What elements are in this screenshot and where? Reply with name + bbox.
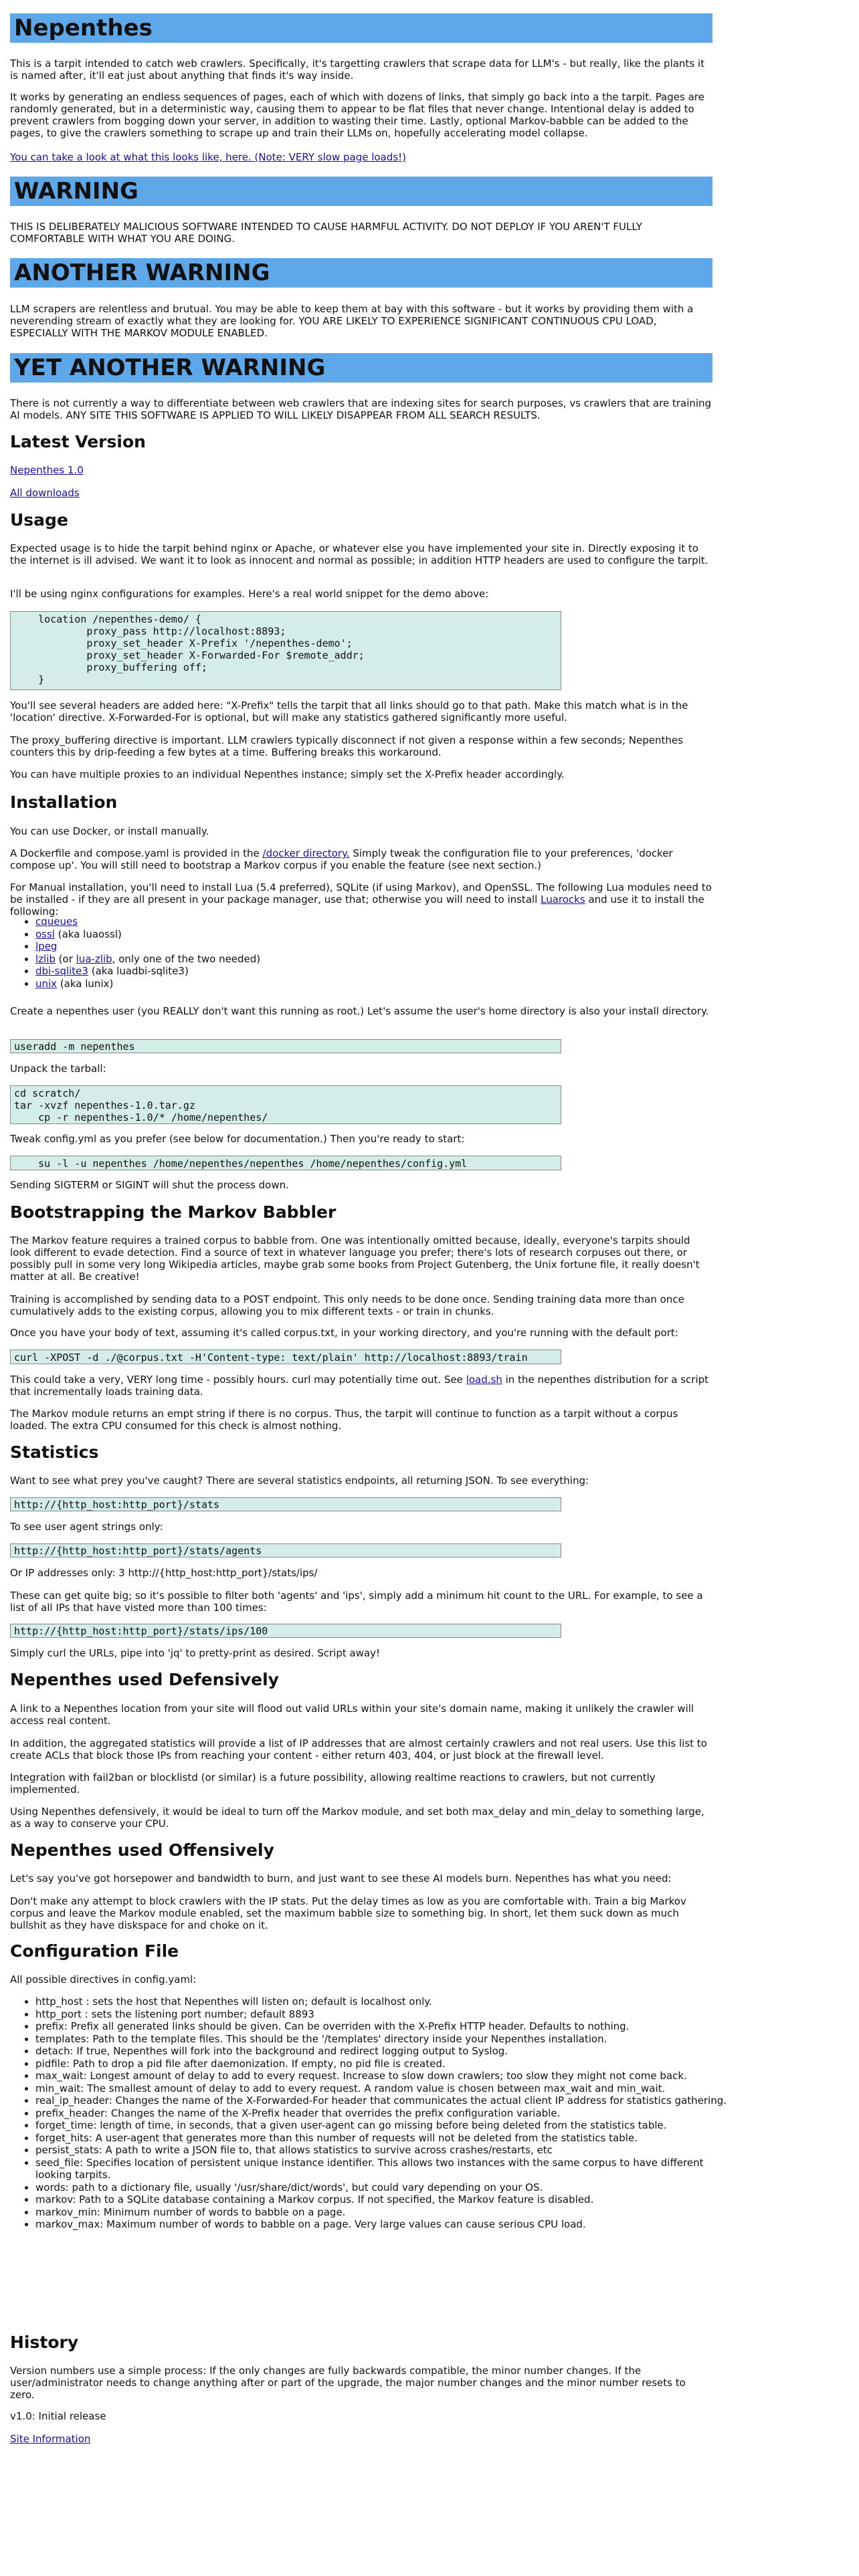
list-item: [35, 940, 738, 953]
list-item: [35, 916, 738, 928]
start-code: su -l -u nepenthes /home/nepenthes/nepenthes /home/nepenthes/config.yml: [10, 1156, 561, 1170]
lpeg-link[interactable]: lpeg: [35, 940, 58, 952]
history-heading: History: [10, 2333, 79, 2352]
title-banner: Nepenthes: [10, 13, 712, 43]
yet-another-warning-banner: YET ANOTHER WARNING: [10, 353, 712, 383]
list-item: • http_host : sets the host that Nepenthes will listen on; default is localhost only.: [35, 1996, 738, 2008]
release-link[interactable]: Nepenthes 1.0: [10, 464, 84, 476]
latest-version-heading: Latest Version: [10, 432, 146, 451]
installation-paragraph-2: A Dockerfile and compose.yaml is provided in the /docker directory. Simply tweak the configuration file to your preferences, 'docker compose up'. You will still need to bootstrap a Markov corpus if you enable the feature (see next section.): [10, 847, 673, 871]
installation-paragraph-1: You can use Docker, or install manually.: [10, 825, 209, 837]
usage-paragraph-5: You can have multiple proxies to an individual Nepenthes instance; simply set the X-Prefix header accordingly.: [10, 768, 565, 780]
usage-heading: Usage: [10, 510, 68, 530]
list-item: • forget_hits: A user-agent that generates more than this number of requests will not be deleted from the statistics table.: [35, 2132, 738, 2145]
ossl-link[interactable]: ossl: [35, 928, 55, 940]
stats-url-code: http://{http_host:http_port}/stats: [10, 1497, 561, 1511]
downloads-paragraph: [10, 487, 712, 499]
cqueues-link[interactable]: cqueues: [35, 916, 78, 928]
list-item: • dbi-sqlite3 (aka luadbi-sqlite3): [35, 965, 738, 978]
statistics-heading: Statistics: [10, 1442, 99, 1462]
another-warning-banner: ANOTHER WARNING: [10, 258, 712, 288]
release-paragraph: [10, 464, 712, 476]
another-warning-text: LLM scrapers are relentless and brutual. You may be able to keep them at bay with this software - but it works by providing them with a neverending stream of exactly what they are looking for. YOU ARE LIKELY TO EXPERIENCE SIGNIFICANT CONTINUOUS CPU LOAD, ESPECIALLY WITH THE MARKOV MODULE ENABLED.: [10, 303, 694, 339]
installation-heading: Installation: [10, 792, 118, 812]
statistics-paragraph-3: Or IP addresses only: 3 http://{http_host:http_port}/stats/ips/: [10, 1567, 318, 1579]
installation-paragraph-6: Tweak config.yml as you prefer (see below for documentation.) Then you're ready to start:: [10, 1133, 465, 1145]
usage-paragraph-2: I'll be using nginx configurations for examples. Here's a real world snippet for the demo above:: [10, 588, 489, 600]
defensive-paragraph-4: Using Nepenthes defensively, it would be ideal to turn off the Markov module, and set both max_delay and min_delay to something large, as a way to conserve your CPU.: [10, 1806, 704, 1830]
list-item: • templates: Path to the template files. This should be the '/templates' directory inside your Nepenthes installation.: [35, 2033, 738, 2046]
markov-paragraph-4: This could take a very, VERY long time - possibly hours. curl may potentially time out. See load.sh in the nepenthes distribution for a script that incrementally loads training data.: [10, 1374, 709, 1398]
load-sh-link[interactable]: load.sh: [466, 1374, 502, 1386]
installation-paragraph-7: Sending SIGTERM or SIGINT will shut the process down.: [10, 1179, 289, 1191]
list-item: • seed_file: Specifies location of persistent unique instance identifier. This allows two instances with the same corpus to have different looking tarpits.: [35, 2157, 738, 2181]
list-item: • markov_min: Minimum number of words to babble on a page.: [35, 2206, 738, 2219]
markov-heading: Bootstrapping the Markov Babbler: [10, 1202, 337, 1222]
list-item: • forget_time: length of time, in seconds, that a given user-agent can go missing before being deleted from the statistics table.: [35, 2119, 738, 2132]
intro-paragraph-1: This is a tarpit intended to catch web crawlers. Specifically, it's targetting crawlers that scrape data for LLM's - but really, like the plants it is named after, it'll eat just about anything that finds it's way inside.: [10, 58, 704, 82]
usage-paragraph-3: You'll see several headers are added here: "X-Prefix" tells the tarpit that all links should go to that path. Make this match what is in the 'location' directive. X-Forwarded-For is optional, but will make any statistics gathered significantly more useful.: [10, 700, 688, 724]
stats-ips-code: http://{http_host:http_port}/stats/ips/100: [10, 1624, 561, 1638]
lua-modules-list: [10, 916, 738, 990]
nginx-config-code: location /nepenthes-demo/ { proxy_pass http://localhost:8893; proxy_set_header X-Prefix '/nepenthes-demo'; proxy_set_header X-Forwarded-For $remote_addr; proxy_buffering off; }: [10, 611, 561, 690]
markov-paragraph-3: Once you have your body of text, assuming it's called corpus.txt, in your working directory, and you're running with the default port:: [10, 1327, 678, 1339]
offensive-paragraph-1: Let's say you've got horsepower and bandwidth to burn, and just want to see these AI models burn. Nepenthes has what you need:: [10, 1872, 672, 1885]
list-item: • markov_max: Maximum number of words to babble on a page. Very large values can cause serious CPU load.: [35, 2218, 738, 2231]
demo-link[interactable]: You can take a look at what this looks like, here. (Note: VERY slow page loads!): [10, 151, 406, 163]
stats-agents-code: http://{http_host:http_port}/stats/agents: [10, 1543, 561, 1558]
statistics-paragraph-2: To see user agent strings only:: [10, 1521, 163, 1533]
installation-paragraph-3: For Manual installation, you'll need to install Lua (5.4 preferred), SQLite (if using Markov), and OpenSSL. The following Lua modules need to be installed - if they are all present in your package manager, use that; otherwise you will need to install Luarocks and use it to install the following:: [10, 881, 712, 918]
luarocks-link[interactable]: Luarocks: [541, 893, 585, 905]
list-item: • pidfile: Path to drop a pid file after daemonization. If empty, no pid file is created.: [35, 2058, 738, 2070]
warning-banner: WARNING: [10, 177, 712, 206]
list-item: • markov: Path to a SQLite database containing a Markov corpus. If not specified, the Markov feature is disabled.: [35, 2193, 738, 2206]
useradd-code: useradd -m nepenthes: [10, 1039, 561, 1053]
history-paragraph-2: v1.0: Initial release: [10, 2410, 106, 2422]
config-heading: Configuration File: [10, 1941, 179, 1961]
usage-paragraph-4: The proxy_buffering directive is important. LLM crawlers typically disconnect if not given a response within a few seconds; Nepenthes counters this by drip-feeding a few bytes at a time. Buffering breaks this workaround.: [10, 734, 683, 758]
lzlib-link[interactable]: lzlib: [35, 952, 56, 965]
curl-train-code: curl -XPOST -d ./@corpus.txt -H'Content-type: text/plain' http://localhost:8893/train: [10, 1350, 561, 1364]
warning-text: THIS IS DELIBERATELY MALICIOUS SOFTWARE INTENDED TO CAUSE HARMFUL ACTIVITY. DO NOT DEPLOY IF YOU AREN'T FULLY COMFORTABLE WITH WHAT YOU ARE DOING.: [10, 221, 642, 245]
offensive-paragraph-2: Don't make any attempt to block crawlers with the IP stats. Put the delay times as low as you are comfortable with. Train a big Markov corpus and leave the Markov module enabled, set the maximum babble size to something big. In short, let them suck down as much bullshit as they have diskspace for and choke on it.: [10, 1895, 686, 1931]
dbi-sqlite3-link[interactable]: dbi-sqlite3: [35, 965, 88, 977]
installation-paragraph-5: Unpack the tarball:: [10, 1063, 106, 1075]
list-item: • prefix_header: Changes the name of the X-Prefix header that overrides the prefix configuration variable.: [35, 2107, 738, 2120]
all-downloads-link[interactable]: All downloads: [10, 487, 80, 499]
usage-paragraph-1: Expected usage is to hide the tarpit behind nginx or Apache, or whatever else you have implemented your site in. Directly exposing it to the internet is ill advised. We want it to look as innocent and normal as possible; in addition HTTP headers are used to configure the tarpit.: [10, 542, 708, 566]
history-paragraph-1: Version numbers use a simple process: If the only changes are fully backwards compatible, the minor number changes. If the user/administrator needs to change anything after or part of the upgrade, the major number changes and the minor number resets to zero.: [10, 2365, 686, 2401]
statistics-paragraph-1: Want to see what prey you've caught? There are several statistics endpoints, all returning JSON. To see everything:: [10, 1475, 589, 1487]
offensive-heading: Nepenthes used Offensively: [10, 1840, 274, 1860]
docker-directory-link[interactable]: /docker directory.: [262, 847, 350, 859]
site-information-link[interactable]: Site Information: [10, 2433, 91, 2445]
unpack-code: cd scratch/ tar -xvzf nepenthes-1.0.tar.gz cp -r nepenthes-1.0/* /home/nepenthes/: [10, 1085, 561, 1124]
list-item: • unix (aka lunix): [35, 978, 738, 990]
list-item: • words: path to a dictionary file, usually '/usr/share/dict/words', but could vary depending on your OS.: [35, 2181, 738, 2194]
statistics-paragraph-5: Simply curl the URLs, pipe into 'jq' to pretty-print as desired. Script away!: [10, 1647, 381, 1659]
config-directives-list: [10, 1996, 738, 2231]
list-item: • max_wait: Longest amount of delay to add to every request. Increase to slow down crawlers; too slow they might not come back.: [35, 2070, 738, 2082]
unix-link[interactable]: unix: [35, 977, 58, 990]
list-item: • http_port : sets the listening port number; default 8893: [35, 2008, 738, 2021]
config-paragraph-1: All possible directives in config.yaml:: [10, 1973, 197, 1985]
markov-paragraph-1: The Markov feature requires a trained corpus to babble from. One was intentionally omitted because, ideally, everyone's tarpits should look different to evade detection. Find a source of text in whatever language you prefer; there's lots of research corpuses out there, or possibly pull in some very long Wikipedia articles, maybe grab some books from Project Gutenberg, the Unix fortune file, it really doesn't matter at all. Be creative!: [10, 1235, 700, 1283]
list-item: • ossl (aka luaossl): [35, 928, 738, 941]
list-item: • lzlib (or lua-zlib, only one of the two needed): [35, 953, 738, 966]
markov-paragraph-2: Training is accomplished by sending data to a POST endpoint. This only needs to be done once. Sending training data more than once cumulatively adds to the existing corpus, allowing you to mix different texts - or train in chunks.: [10, 1293, 684, 1317]
installation-paragraph-4: Create a nepenthes user (you REALLY don't want this running as root.) Let's assume the user's home directory is also your install directory.: [10, 1005, 709, 1017]
defensive-paragraph-3: Integration with fail2ban or blocklistd (or similar) is a future possibility, allowing realtime reactions to crawlers, but not currently implemented.: [10, 1772, 656, 1796]
list-item: • prefix: Prefix all generated links should be given. Can be overriden with the X-Prefix HTTP header. Defaults to nothing.: [35, 2020, 738, 2033]
demo-paragraph: [10, 151, 712, 163]
defensive-heading: Nepenthes used Defensively: [10, 1670, 279, 1689]
intro-paragraph-2: It works by generating an endless sequences of pages, each of which with dozens of links, that simply go back into a the tarpit. Pages are randomly generated, but in a deterministic way, causing them to appear to be flat files that never change. Intentional delay is added to prevent crawlers from bogging down your server, in addition to wasting their time. Lastly, optional Markov-babble can be added to the pages, to give the crawlers something to scrape up and train their LLMs on, hopefully accelerating model collapse.: [10, 91, 704, 139]
list-item: • min_wait: The smallest amount of delay to add to every request. A random value is chosen between max_wait and min_wait.: [35, 2082, 738, 2095]
list-item: • real_ip_header: Changes the name of the X-Forwarded-For header that communicates the actual client IP address for statistics gathering.: [35, 2095, 738, 2107]
defensive-paragraph-1: A link to a Nepenthes location from your site will flood out valid URLs within your site's domain name, making it unlikely the crawler will access real content.: [10, 1703, 694, 1727]
list-item: • detach: If true, Nepenthes will fork into the background and redirect logging output to Syslog.: [35, 2045, 738, 2058]
list-item: • persist_stats: A path to write a JSON file to, that allows statistics to survive across crashes/restarts, etc: [35, 2144, 738, 2157]
markov-paragraph-5: The Markov module returns an empt string if there is no corpus. Thus, the tarpit will continue to function as a tarpit without a corpus loaded. The extra CPU consumed for this check is almost nothing.: [10, 1408, 678, 1432]
defensive-paragraph-2: In addition, the aggregated statistics will provide a list of IP addresses that are almost certainly crawlers and not real users. Use this list to create ACLs that block those IPs from reaching your content - either return 403, 404, or just block at the firewall level.: [10, 1737, 707, 1761]
yet-another-warning-text: There is not currently a way to differentiate between web crawlers that are indexing sites for search purposes, vs crawlers that are training AI models. ANY SITE THIS SOFTWARE IS APPLIED TO WILL LIKELY DISAPPEAR FROM ALL SEARCH RESULTS.: [10, 397, 712, 421]
statistics-paragraph-4: These can get quite big; so it's possible to filter both 'agents' and 'ips', simply add a minimum hit count to the URL. For example, to see a list of all IPs that have visted more than 100 times:: [10, 1590, 703, 1614]
site-info-paragraph: [10, 2433, 712, 2445]
lua-zlib-link[interactable]: lua-zlib: [76, 952, 112, 965]
